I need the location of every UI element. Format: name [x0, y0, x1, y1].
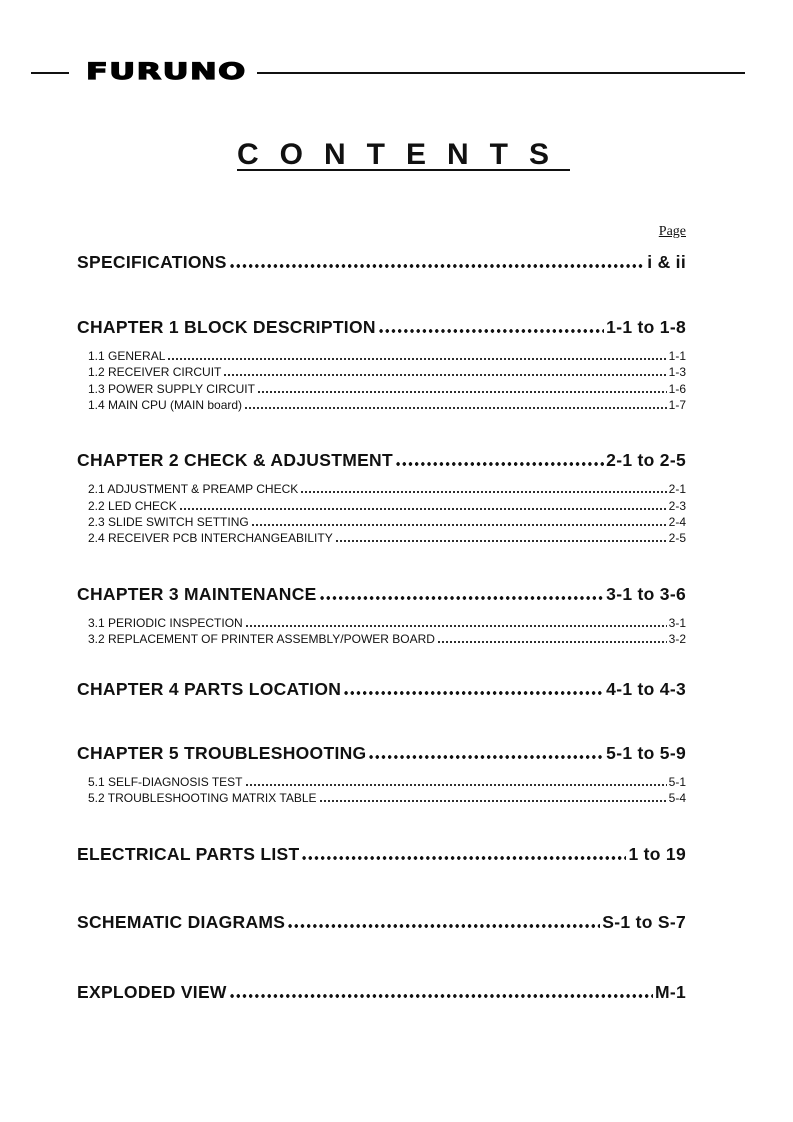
dot-leader [368, 755, 604, 759]
toc-entry-page: 5-1 [668, 775, 686, 789]
dot-leader [343, 691, 604, 695]
toc-subsection-entry [88, 791, 686, 805]
toc-section-entry [77, 584, 686, 605]
toc-section-entry [77, 844, 686, 865]
dot-leader [179, 508, 667, 510]
page-title-text: CONTENTS [237, 138, 570, 171]
toc-entry-page: 5-4 [668, 791, 686, 805]
toc-entry-page: 5-1 to 5-9 [606, 743, 686, 763]
toc-entry-page: 2-1 [668, 482, 686, 496]
toc-entry-label: EXPLODED VIEW [77, 982, 227, 1002]
page-title [0, 138, 793, 172]
header-rule-left [31, 72, 69, 74]
toc-subsection-entry [88, 515, 686, 529]
toc-entry-label: 1.1 GENERAL [88, 349, 166, 363]
toc-entry-page: 2-4 [668, 515, 686, 529]
toc-section-entry [77, 982, 686, 1003]
toc-section-entry [77, 912, 686, 933]
toc-entry-label: SCHEMATIC DIAGRAMS [77, 912, 286, 932]
toc-entry-label: 3.2 REPLACEMENT OF PRINTER ASSEMBLY/POWER BOARD [88, 632, 435, 646]
toc-subsection-entry [88, 365, 686, 379]
toc-entry-page: 3-1 [668, 616, 686, 630]
dot-leader [229, 264, 646, 268]
dot-leader [245, 625, 667, 627]
toc-entry-label: 1.4 MAIN CPU (MAIN board) [88, 398, 243, 412]
toc-entry-page: 4-1 to 4-3 [606, 679, 686, 699]
toc-entry-label: 2.4 RECEIVER PCB INTERCHANGEABILITY [88, 531, 333, 545]
toc-entry-label: CHAPTER 5 TROUBLESHOOTING [77, 743, 367, 763]
toc-entry-label: CHAPTER 2 CHECK & ADJUSTMENT [77, 450, 393, 470]
toc-subsection-entry [88, 482, 686, 496]
dot-leader [300, 491, 666, 493]
dot-leader [287, 924, 600, 928]
toc-subsection-entry [88, 499, 686, 513]
toc-entry-page: 3-2 [668, 632, 686, 646]
dot-leader [229, 994, 653, 998]
toc-entry-page: i & ii [647, 252, 686, 272]
toc-subsection-entry [88, 616, 686, 630]
dot-leader [244, 407, 667, 409]
toc-entry-page: 1-3 [668, 365, 686, 379]
toc-section-entry [77, 743, 686, 764]
header-rule-right [257, 72, 745, 74]
toc-entry-label: ELECTRICAL PARTS LIST [77, 844, 300, 864]
toc-entry-label: 1.2 RECEIVER CIRCUIT [88, 365, 222, 379]
toc-entry-label: 2.2 LED CHECK [88, 499, 177, 513]
toc-entry-label: 3.1 PERIODIC INSPECTION [88, 616, 243, 630]
toc-subsection-entry [88, 775, 686, 789]
dot-leader [301, 856, 626, 860]
toc-subsection-entry [88, 531, 686, 545]
dot-leader [319, 596, 605, 600]
toc-entry-page: 1 to 19 [628, 844, 686, 864]
toc-section-entry [77, 317, 686, 338]
toc-entry-page: 1-1 to 1-8 [606, 317, 686, 337]
toc-section-entry [77, 450, 686, 471]
toc-entry-label: 5.1 SELF-DIAGNOSIS TEST [88, 775, 243, 789]
toc-section-entry [77, 252, 686, 273]
furuno-logo: FURUNO [86, 60, 247, 85]
page-column-header: Page [658, 224, 686, 239]
toc-subsection-entry [88, 382, 686, 396]
toc-entry-page: 2-3 [668, 499, 686, 513]
toc-entry-page: 2-5 [668, 531, 686, 545]
toc-section-entry [77, 679, 686, 700]
toc-entry-label: 5.2 TROUBLESHOOTING MATRIX TABLE [88, 791, 317, 805]
toc-entry-page: S-1 to S-7 [602, 912, 686, 932]
toc-entry-page: 1-6 [668, 382, 686, 396]
dot-leader [319, 800, 667, 802]
toc-entry-page: 1-1 [668, 349, 686, 363]
toc-entry-label: CHAPTER 1 BLOCK DESCRIPTION [77, 317, 376, 337]
toc-entry-label: 1.3 POWER SUPPLY CIRCUIT [88, 382, 255, 396]
toc-entry-label: CHAPTER 3 MAINTENANCE [77, 584, 317, 604]
toc-entry-page: 1-7 [668, 398, 686, 412]
dot-leader [378, 329, 604, 333]
toc-entry-label: 2.3 SLIDE SWITCH SETTING [88, 515, 249, 529]
dot-leader [223, 374, 666, 376]
dot-leader [437, 641, 667, 643]
dot-leader [257, 391, 667, 393]
dot-leader [395, 462, 604, 466]
toc-subsection-entry [88, 398, 686, 412]
dot-leader [245, 784, 667, 786]
toc-entry-label: 2.1 ADJUSTMENT & PREAMP CHECK [88, 482, 299, 496]
toc-subsection-entry [88, 349, 686, 363]
toc-entry-page: 2-1 to 2-5 [606, 450, 686, 470]
toc-entry-page: M-1 [654, 982, 686, 1002]
dot-leader [167, 358, 666, 360]
toc-entry-label: CHAPTER 4 PARTS LOCATION [77, 679, 342, 699]
toc-entry-label: SPECIFICATIONS [77, 252, 227, 272]
toc-entry-page: 3-1 to 3-6 [606, 584, 686, 604]
dot-leader [251, 524, 667, 526]
toc-subsection-entry [88, 632, 686, 646]
dot-leader [335, 540, 667, 542]
